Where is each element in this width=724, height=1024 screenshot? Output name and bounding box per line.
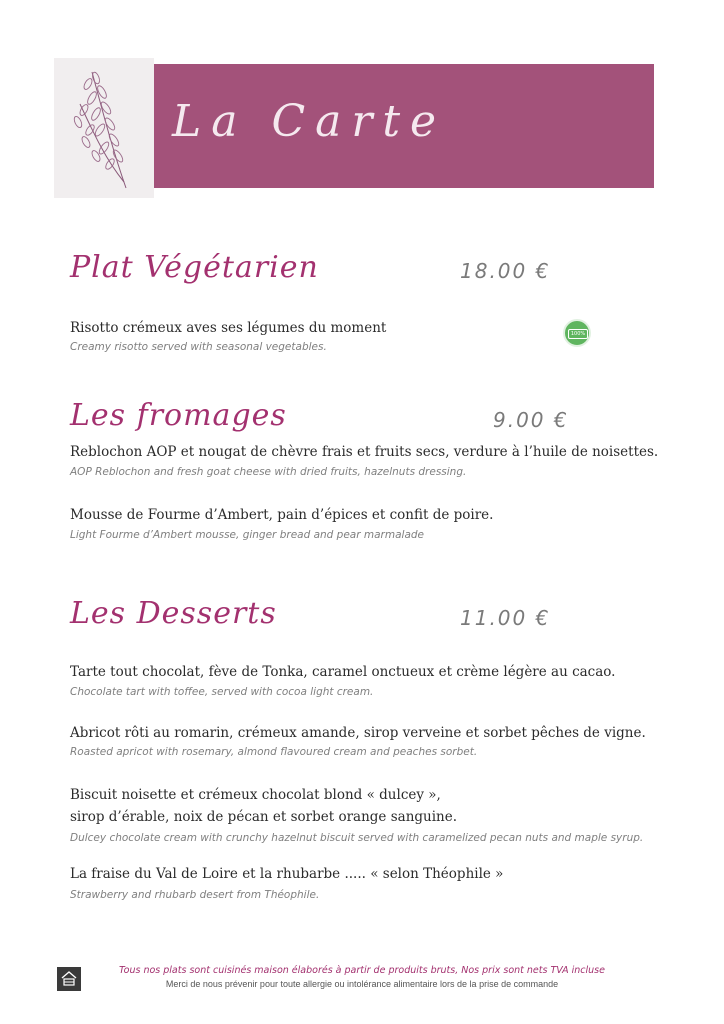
dish-name-fr: Mousse de Fourme d’Ambert, pain d’épices et confit de poire. — [70, 507, 494, 523]
dish-description-en: Chocolate tart with toffee, served with cocoa light cream. — [70, 686, 374, 698]
section-title-desserts: Les Desserts — [70, 596, 277, 631]
dish-name-fr: Reblochon AOP et nougat de chèvre frais et fruits secs, verdure à l’huile de noisettes. — [70, 444, 659, 460]
vegetarian-badge-icon — [563, 319, 591, 347]
house-logo-icon — [57, 967, 81, 991]
lavender-sprig-icon — [66, 64, 142, 192]
dish-name-fr: Tarte tout chocolat, fève de Tonka, caramel onctueux et crème légère au cacao. — [70, 664, 616, 680]
page-title: La Carte — [172, 96, 447, 147]
footer-note: Tous nos plats sont cuisinés maison élaborés à partir de produits bruts, Nos prix sont nets TVA incluse — [119, 965, 605, 976]
dish-name-fr: La fraise du Val de Loire et la rhubarbe ..... « selon Théophile » — [70, 866, 504, 882]
dish-description-en: Light Fourme d’Ambert mousse, ginger bread and pear marmalade — [70, 529, 425, 541]
badge-text: 100% — [568, 329, 588, 339]
section-title-vegetarian: Plat Végétarien — [70, 250, 319, 285]
header-banner — [154, 64, 654, 188]
section-price-vegetarian: 18.00 € — [460, 259, 551, 283]
section-price-desserts: 11.00 € — [460, 606, 551, 630]
dish-description-en: Strawberry and rhubarb desert from Théophile. — [70, 889, 320, 901]
section-title-cheeses: Les fromages — [70, 398, 287, 433]
dish-description-en: Dulcey chocolate cream with crunchy hazelnut biscuit served with caramelized pecan nuts and maple syrup. — [70, 832, 644, 844]
dish-name-fr: Biscuit noisette et crémeux chocolat blond « dulcey », — [70, 787, 441, 803]
dish-description-en: AOP Reblochon and fresh goat cheese with dried fruits, hazelnuts dressing. — [70, 466, 467, 478]
dish-description-en: Creamy risotto served with seasonal vegetables. — [70, 341, 327, 353]
dish-description-en: Roasted apricot with rosemary, almond flavoured cream and peaches sorbet. — [70, 746, 478, 758]
section-price-cheeses: 9.00 € — [493, 408, 569, 432]
footer-allergy-note: Merci de nous prévenir pour toute allergie ou intolérance alimentaire lors de la prise de commande — [165, 979, 559, 989]
dish-name-fr: Abricot rôti au romarin, crémeux amande, sirop verveine et sorbet pêches de vigne. — [70, 725, 646, 741]
header-decoration — [54, 58, 154, 198]
dish-name-fr-line2: sirop d’érable, noix de pécan et sorbet orange sanguine. — [70, 809, 458, 825]
dish-name-fr: Risotto crémeux aves ses légumes du moment — [70, 320, 387, 336]
